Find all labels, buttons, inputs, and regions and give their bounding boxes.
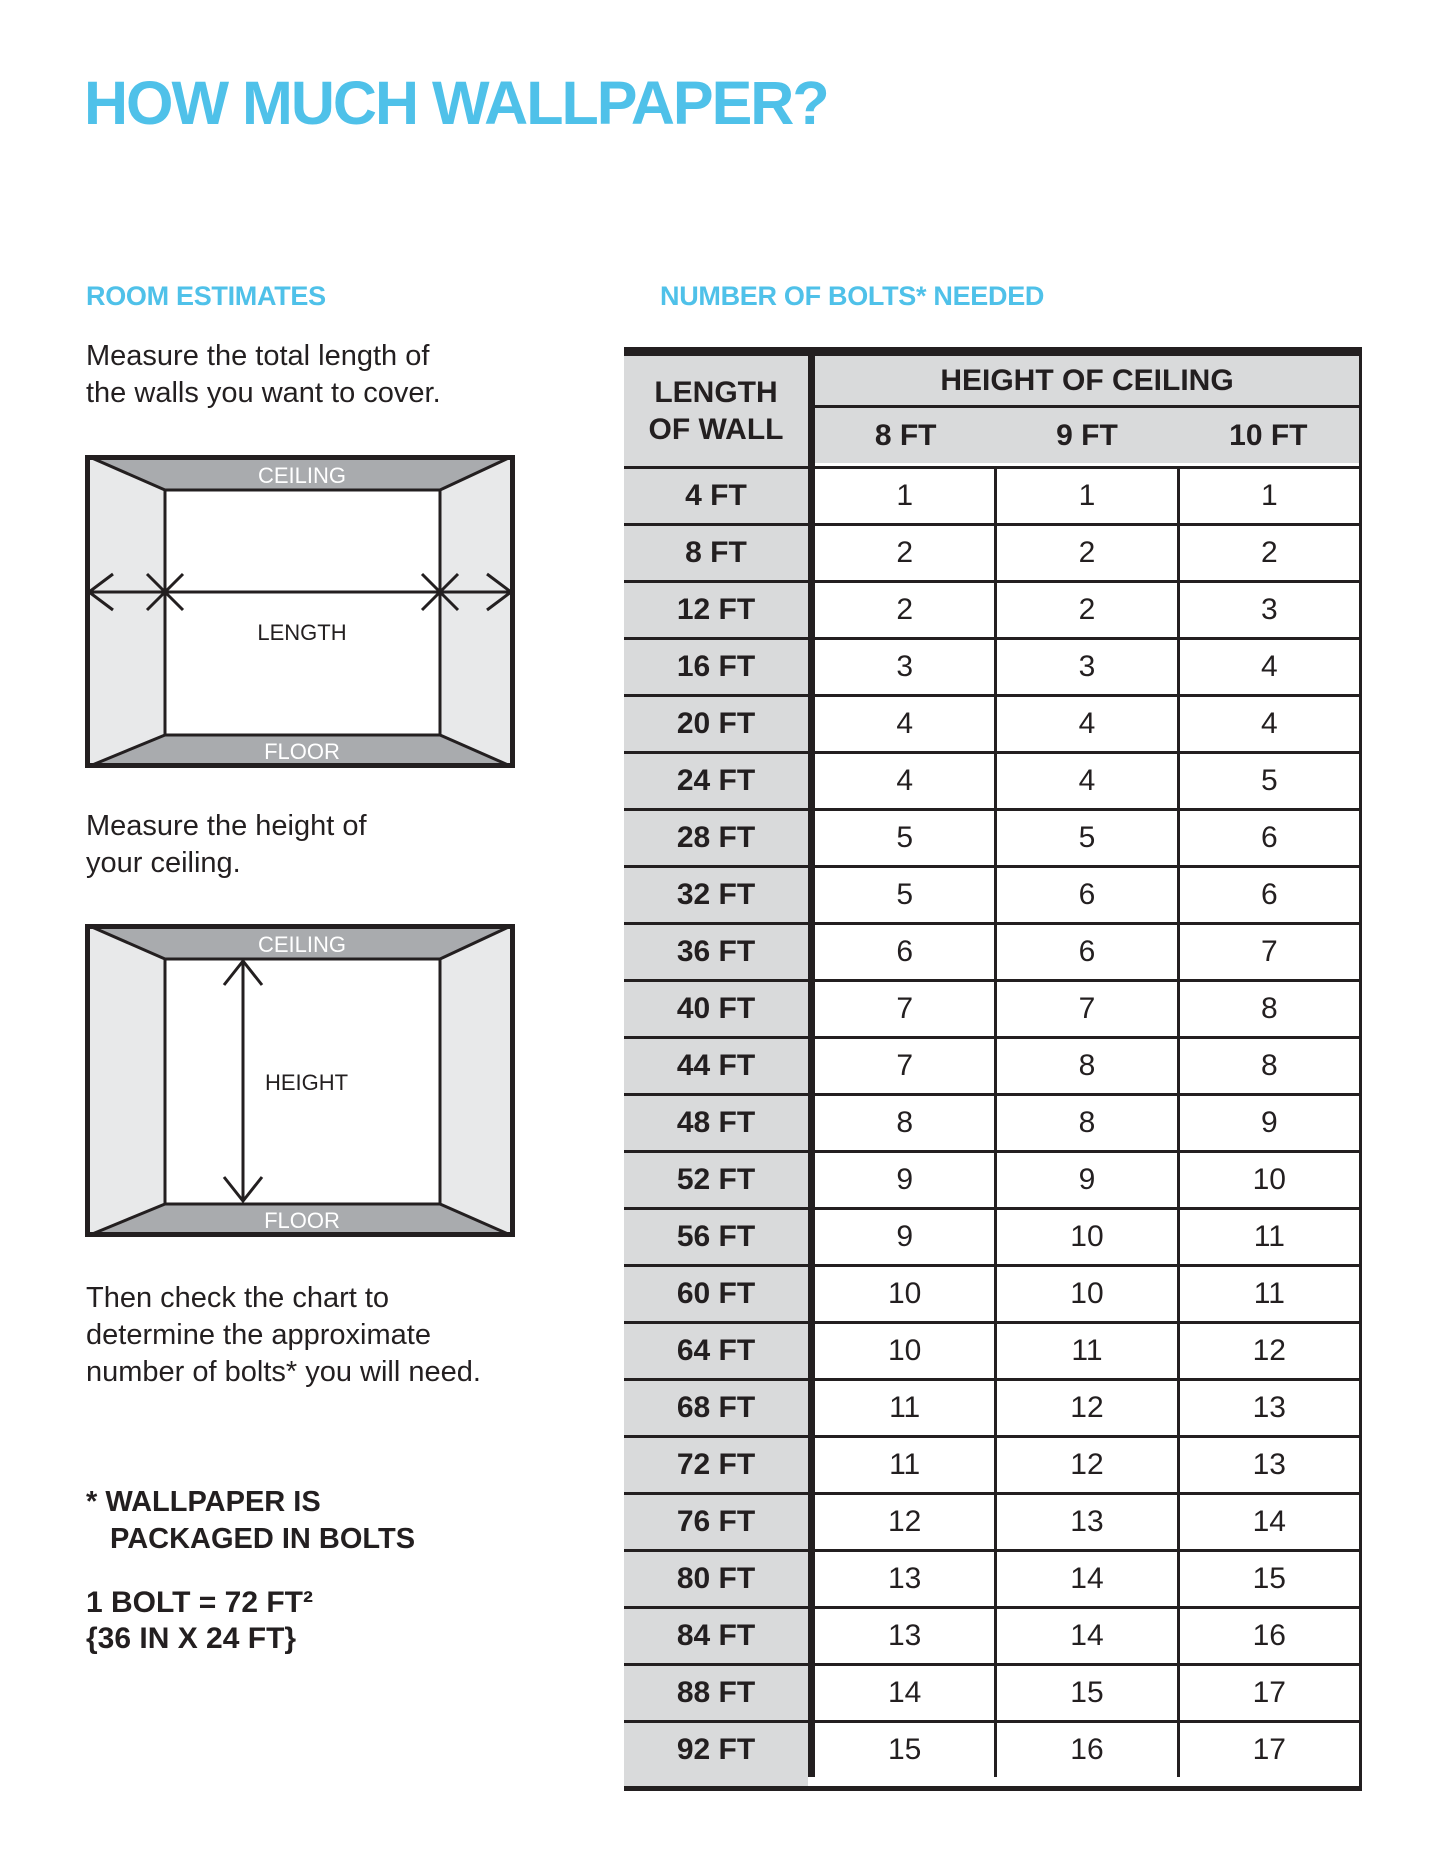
value-cell: 5 xyxy=(815,868,994,922)
value-cell: 9 xyxy=(1177,1096,1359,1150)
table-row xyxy=(624,808,1359,865)
value-cell: 10 xyxy=(1177,1153,1359,1207)
col-header-8ft: 8 FT xyxy=(874,418,937,452)
table-row xyxy=(624,922,1359,979)
row-label: 76 FT xyxy=(624,1495,815,1549)
row-label: 12 FT xyxy=(624,583,815,637)
bolt-spec-line: 1 BOLT = 72 FT² xyxy=(86,1586,313,1619)
value-cell: 5 xyxy=(994,811,1176,865)
right-wall xyxy=(440,924,515,1237)
value-cell: 7 xyxy=(1177,925,1359,979)
table-row xyxy=(624,1492,1359,1549)
value-cell: 1 xyxy=(815,469,994,523)
value-cell: 11 xyxy=(1177,1267,1359,1321)
value-cell: 1 xyxy=(994,469,1176,523)
table-row xyxy=(624,1150,1359,1207)
value-cell: 4 xyxy=(994,754,1176,808)
bolts-needed-table xyxy=(624,347,1362,1791)
table-row xyxy=(624,637,1359,694)
table-row xyxy=(624,1093,1359,1150)
instruction-line: determine the approximate xyxy=(86,1319,431,1351)
value-cell: 6 xyxy=(1177,811,1359,865)
instruction-check-chart xyxy=(86,1280,481,1391)
bolts-needed-heading: NUMBER OF BOLTS* NEEDED xyxy=(660,281,1045,311)
value-cell: 10 xyxy=(815,1267,994,1321)
value-cell: 4 xyxy=(815,697,994,751)
length-of-wall-header xyxy=(624,356,815,466)
instruction-line: Measure the total length of xyxy=(86,340,430,372)
value-cell: 8 xyxy=(994,1039,1176,1093)
value-cell: 13 xyxy=(994,1495,1176,1549)
value-cell: 15 xyxy=(1177,1552,1359,1606)
table-row xyxy=(624,580,1359,637)
header-line: LENGTH xyxy=(654,376,778,409)
value-cell: 13 xyxy=(815,1609,994,1663)
row-label: 80 FT xyxy=(624,1552,815,1606)
value-cell: 5 xyxy=(815,811,994,865)
value-cell: 1 xyxy=(1177,469,1359,523)
row-label: 16 FT xyxy=(624,640,815,694)
value-cell: 11 xyxy=(994,1324,1176,1378)
bolt-spec-line: {36 IN X 24 FT} xyxy=(86,1622,297,1655)
value-cell: 6 xyxy=(994,868,1176,922)
table-row xyxy=(624,1036,1359,1093)
table-row xyxy=(624,1549,1359,1606)
row-label: 8 FT xyxy=(624,526,815,580)
value-cell: 8 xyxy=(815,1096,994,1150)
value-cell: 9 xyxy=(815,1210,994,1264)
footnote-line: * WALLPAPER IS xyxy=(86,1486,321,1518)
table-row xyxy=(624,694,1359,751)
ceiling-label: CEILING xyxy=(257,932,347,957)
ceiling-subheader-row xyxy=(815,408,1359,463)
row-label: 92 FT xyxy=(624,1723,815,1777)
value-cell: 2 xyxy=(994,526,1176,580)
value-cell: 14 xyxy=(994,1552,1176,1606)
table-row xyxy=(624,751,1359,808)
row-label: 32 FT xyxy=(624,868,815,922)
value-cell: 6 xyxy=(994,925,1176,979)
row-label: 36 FT xyxy=(624,925,815,979)
value-cell: 6 xyxy=(815,925,994,979)
value-cell: 7 xyxy=(815,1039,994,1093)
col-header-10ft: 10 FT xyxy=(1229,418,1308,452)
right-wall xyxy=(440,455,515,768)
row-label: 68 FT xyxy=(624,1381,815,1435)
left-wall xyxy=(85,924,165,1237)
value-cell: 4 xyxy=(1177,697,1359,751)
table-row xyxy=(624,523,1359,580)
row-label: 72 FT xyxy=(624,1438,815,1492)
instruction-measure-length xyxy=(86,338,441,412)
value-cell: 4 xyxy=(815,754,994,808)
value-cell: 6 xyxy=(1177,868,1359,922)
value-cell: 15 xyxy=(815,1723,994,1777)
row-label: 20 FT xyxy=(624,697,815,751)
value-cell: 12 xyxy=(994,1381,1176,1435)
value-cell: 16 xyxy=(994,1723,1176,1777)
value-cell: 12 xyxy=(994,1438,1176,1492)
room-height-diagram xyxy=(85,924,515,1237)
bolt-size-spec xyxy=(86,1585,313,1657)
table-body xyxy=(624,466,1359,1777)
header-line: OF WALL xyxy=(648,413,784,446)
table-row xyxy=(624,979,1359,1036)
table-header xyxy=(624,356,1359,466)
row-label: 56 FT xyxy=(624,1210,815,1264)
value-cell: 3 xyxy=(815,640,994,694)
value-cell: 11 xyxy=(815,1438,994,1492)
table-row xyxy=(624,1264,1359,1321)
value-cell: 17 xyxy=(1177,1666,1359,1720)
table-row xyxy=(624,1720,1359,1777)
value-cell: 2 xyxy=(815,583,994,637)
value-cell: 5 xyxy=(1177,754,1359,808)
value-cell: 7 xyxy=(815,982,994,1036)
floor-label: FLOOR xyxy=(264,739,340,764)
row-label: 88 FT xyxy=(624,1666,815,1720)
value-cell: 9 xyxy=(815,1153,994,1207)
value-cell: 17 xyxy=(1177,1723,1359,1777)
row-label: 44 FT xyxy=(624,1039,815,1093)
height-of-ceiling-header: HEIGHT OF CEILING xyxy=(815,356,1359,408)
value-cell: 4 xyxy=(994,697,1176,751)
length-label: LENGTH xyxy=(257,620,347,645)
value-cell: 8 xyxy=(994,1096,1176,1150)
value-cell: 7 xyxy=(994,982,1176,1036)
row-label: 40 FT xyxy=(624,982,815,1036)
table-row xyxy=(624,1378,1359,1435)
ceiling-label: CEILING xyxy=(257,463,347,488)
value-cell: 15 xyxy=(994,1666,1176,1720)
page-title: HOW MUCH WALLPAPER? xyxy=(84,69,828,137)
value-cell: 12 xyxy=(815,1495,994,1549)
row-label: 64 FT xyxy=(624,1324,815,1378)
row-label: 4 FT xyxy=(624,469,815,523)
value-cell: 2 xyxy=(815,526,994,580)
table-row xyxy=(624,466,1359,523)
value-cell: 13 xyxy=(815,1552,994,1606)
value-cell: 3 xyxy=(994,640,1176,694)
instruction-line: number of bolts* you will need. xyxy=(86,1356,481,1388)
ceiling-header-group xyxy=(815,356,1359,466)
room-estimates-heading: ROOM ESTIMATES xyxy=(86,281,326,311)
footnote-line: PACKAGED IN BOLTS xyxy=(110,1523,416,1555)
value-cell: 14 xyxy=(1177,1495,1359,1549)
instruction-line: Measure the height of xyxy=(86,810,367,842)
value-cell: 9 xyxy=(994,1153,1176,1207)
table-row xyxy=(624,1435,1359,1492)
row-label: 52 FT xyxy=(624,1153,815,1207)
table-row xyxy=(624,1606,1359,1663)
instruction-line: your ceiling. xyxy=(86,847,241,879)
value-cell: 16 xyxy=(1177,1609,1359,1663)
row-label: 48 FT xyxy=(624,1096,815,1150)
row-label: 84 FT xyxy=(624,1609,815,1663)
value-cell: 14 xyxy=(815,1666,994,1720)
row-label: 24 FT xyxy=(624,754,815,808)
table-row xyxy=(624,865,1359,922)
row-label: 28 FT xyxy=(624,811,815,865)
row-label: 60 FT xyxy=(624,1267,815,1321)
value-cell: 8 xyxy=(1177,1039,1359,1093)
value-cell: 8 xyxy=(1177,982,1359,1036)
value-cell: 13 xyxy=(1177,1381,1359,1435)
instruction-line: Then check the chart to xyxy=(86,1282,390,1314)
value-cell: 10 xyxy=(994,1210,1176,1264)
col-header-9ft: 9 FT xyxy=(1056,418,1118,452)
table-left-column-tab xyxy=(624,1777,808,1786)
value-cell: 11 xyxy=(815,1381,994,1435)
table-row xyxy=(624,1321,1359,1378)
instruction-measure-height xyxy=(86,808,367,882)
value-cell: 11 xyxy=(1177,1210,1359,1264)
value-cell: 2 xyxy=(1177,526,1359,580)
value-cell: 14 xyxy=(994,1609,1176,1663)
value-cell: 4 xyxy=(1177,640,1359,694)
table-row xyxy=(624,1207,1359,1264)
table-row xyxy=(624,1663,1359,1720)
instruction-line: the walls you want to cover. xyxy=(86,377,441,409)
value-cell: 2 xyxy=(994,583,1176,637)
wallpaper-bolts-footnote xyxy=(86,1484,415,1558)
back-wall xyxy=(165,490,440,735)
height-label: HEIGHT xyxy=(265,1070,349,1095)
value-cell: 3 xyxy=(1177,583,1359,637)
left-wall xyxy=(85,455,165,768)
value-cell: 12 xyxy=(1177,1324,1359,1378)
value-cell: 10 xyxy=(994,1267,1176,1321)
value-cell: 13 xyxy=(1177,1438,1359,1492)
floor-label: FLOOR xyxy=(264,1208,340,1233)
room-length-diagram xyxy=(85,455,515,768)
value-cell: 10 xyxy=(815,1324,994,1378)
